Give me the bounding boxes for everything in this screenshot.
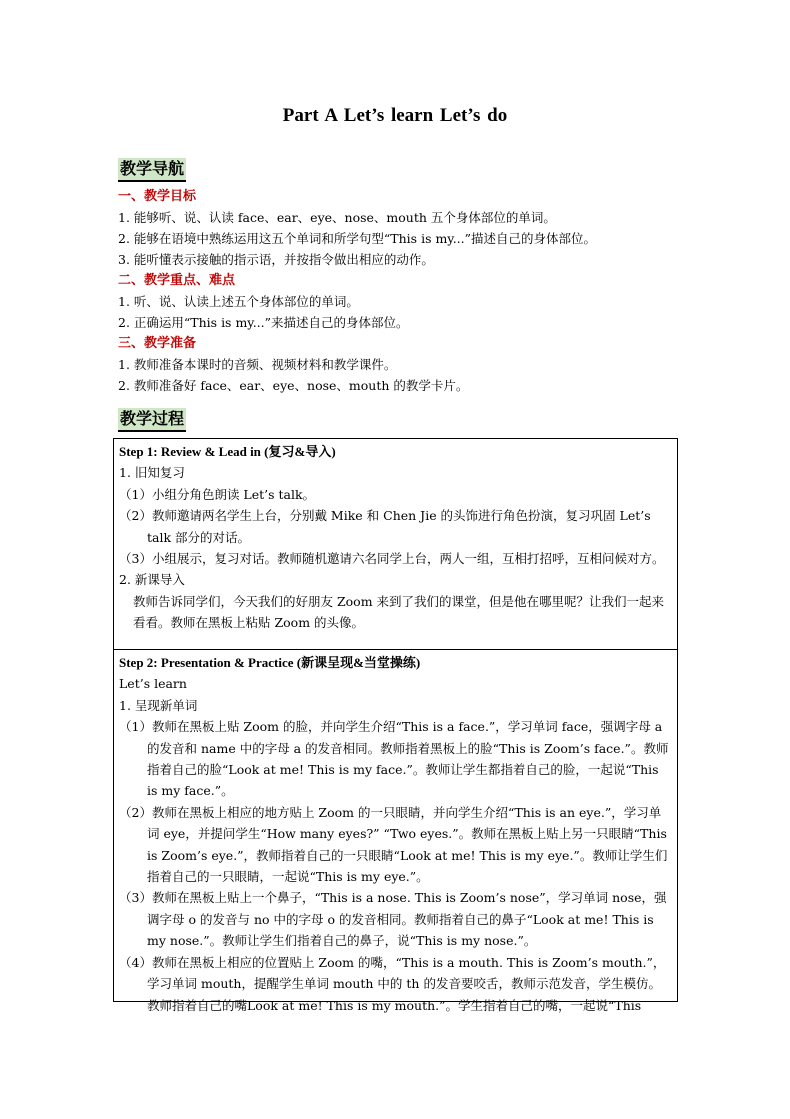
objectives-heading: 一、教学目标: [118, 189, 197, 204]
preparation-line: 2. 教师准备好 face、ear、eye、nose、mouth 的教学卡片。: [118, 378, 469, 393]
page-title: Part A Let’s learn Let’s do: [282, 105, 508, 126]
step2-item: （3）教师在黑板上贴上一个鼻子，“This is a nose. This is Zoom’s nose”，学习单词 nose，强调字母 o 的发音与 no 中的字母 o 的发音相同。教师指着自己的鼻子“Look at me! This is my nose.”。教师让学生们指着自己的鼻子，说“This is my nose.”。: [119, 890, 667, 949]
step1-heading: Step 1: Review & Lead in (复习&导入): [119, 444, 336, 459]
objective-line: 2. 能够在语境中熟练运用这五个单词和所学句型“This is my...”描述自己的身体部位。: [118, 231, 597, 246]
step1-paragraph: 教师告诉同学们，今天我们的好朋友 Zoom 来到了我们的课堂，但是他在哪里呢？让我们一起来看看。教师在黑板上粘贴 Zoom 的头像。: [133, 593, 665, 631]
step2-heading: Step 2: Presentation & Practice (新课呈现&当堂操练): [119, 655, 421, 670]
step1-cell: [113, 438, 678, 650]
objective-line: 3. 能听懂表示接触的指示语，并按指令做出相应的动作。: [118, 252, 434, 267]
step1-item: （1）小组分角色朗读 Let’s talk。: [119, 486, 316, 502]
step2-item: （2）教师在黑板上相应的地方贴上 Zoom 的一只眼睛，并向学生介绍“This is an eye.”，学习单词 eye，并提问学生“How many eyes?” “Two eyes.”。教师在黑板上贴上另一只眼睛“This is Zoom’s eye.”，教师指着自己的一只眼睛“Look at me! This is my eye.”。教师让学生们指着自己的一只眼睛，一起说“This is my eye.”。: [119, 804, 668, 885]
preparation-heading: 三、教学准备: [118, 336, 197, 351]
step2-subheading: 1. 呈现新单词: [119, 697, 198, 713]
preparation-line: 1. 教师准备本课时的音频、视频材料和教学课件。: [118, 357, 397, 372]
key-point-line: 2. 正确运用“This is my...”来描述自己的身体部位。: [118, 315, 409, 330]
step2-item: （4）教师在黑板上相应的位置贴上 Zoom 的嘴，“This is a mouth. This is Zoom’s mouth.”，学习单词 mouth，提醒学生单词 mouth 中的 th 的发音要咬舌，教师示范发音，学生模仿。教师指着自己的嘴Look at me! This is my mouth.”。学生指着自己的嘴，一起说“This: [119, 954, 666, 1013]
teaching-guide: [118, 186, 678, 396]
step1-item: （2）教师邀请两名学生上台，分别戴 Mike 和 Chen Jie 的头饰进行角色扮演，复习巩固 Let’s talk 部分的对话。: [119, 508, 651, 545]
teaching-guide-tag: 教学导航: [118, 158, 186, 182]
key-points-heading: 二、教学重点、难点: [118, 273, 236, 288]
step2-part-label: Let’s learn: [119, 676, 187, 692]
step1-subheading: 2. 新课导入: [119, 572, 185, 588]
step2-item: （1）教师在黑板上贴 Zoom 的脸，并向学生介绍“This is a face.”，学习单词 face，强调字母 a 的发音和 name 中的字母 a 的发音相同。教师指着黑板上的脸“This is Zoom’s face.”。教师指着自己的脸“Look at me! This is my face.”。教师让学生都指着自己的脸，一起说“This is my face.”。: [119, 719, 669, 799]
key-point-line: 1. 听、说、认读上述五个身体部位的单词。: [118, 294, 359, 309]
objective-line: 1. 能够听、说、认读 face、ear、eye、nose、mouth 五个身体部位的单词。: [118, 210, 556, 225]
step1-item: （3）小组展示，复习对话。教师随机邀请六名同学上台，两人一组，互相打招呼，互相问候对方。: [119, 551, 665, 567]
step1-subheading: 1. 旧知复习: [119, 465, 185, 481]
teaching-process-tag: 教学过程: [118, 408, 186, 432]
step2-cell: [113, 649, 678, 1013]
